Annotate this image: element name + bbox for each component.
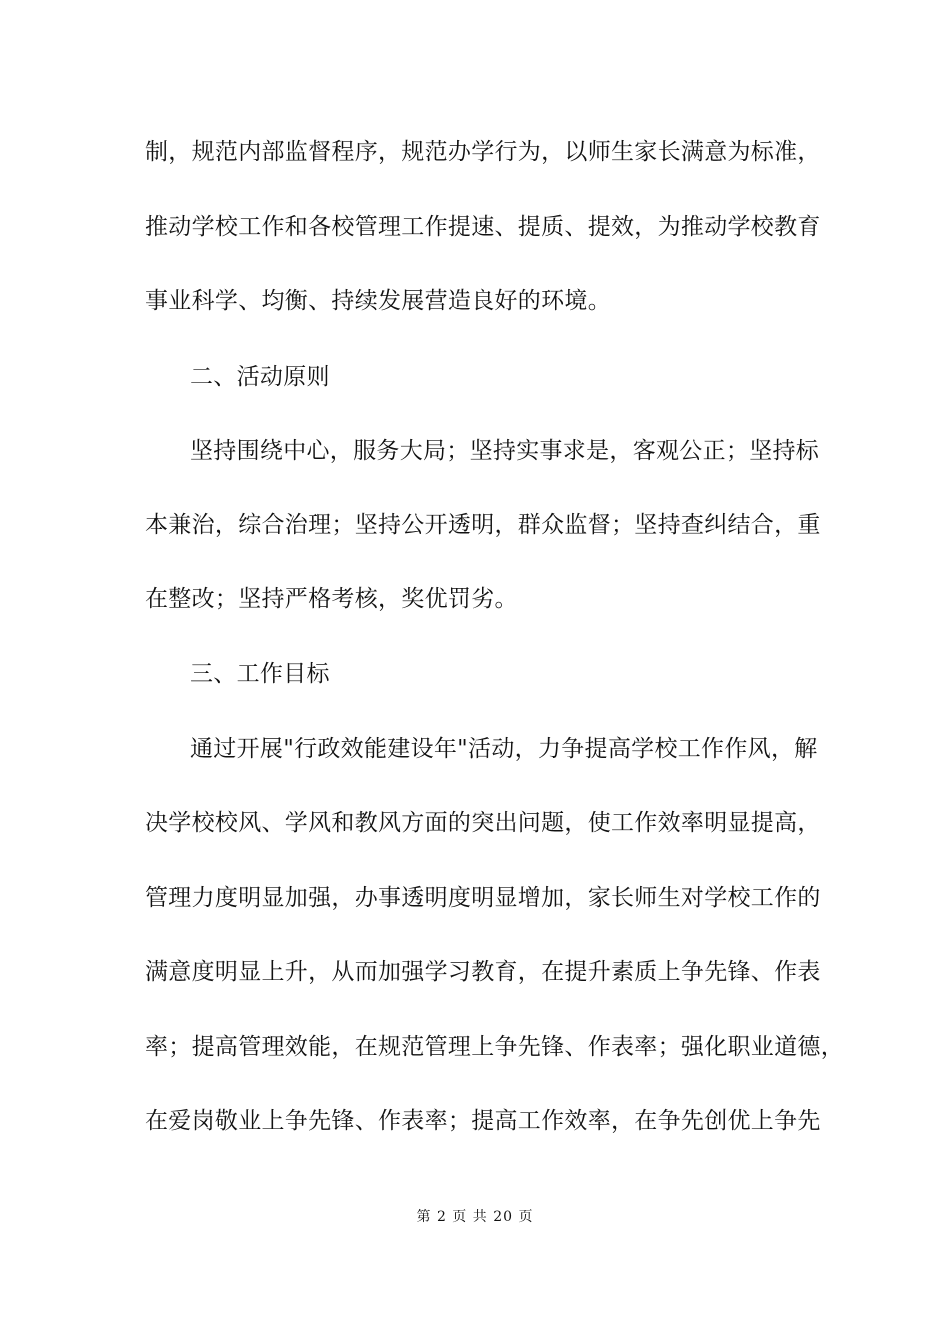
paragraph-line: 决学校校风、学风和教风方面的突出问题，使工作效率明显提高， bbox=[145, 810, 821, 836]
page-number-footer: 第 2 页 共 20 页 bbox=[416, 1209, 534, 1225]
paragraph-line: 在整改；坚持严格考核，奖优罚劣。 bbox=[145, 586, 518, 612]
paragraph-line: 坚持围绕中心，服务大局；坚持实事求是，客观公正；坚持标 bbox=[190, 438, 820, 464]
paragraph-line: 本兼治，综合治理；坚持公开透明，群众监督；坚持查纠结合，重 bbox=[145, 512, 821, 538]
paragraph-line: 推动学校工作和各校管理工作提速、提质、提效，为推动学校教育 bbox=[145, 214, 821, 240]
paragraph-line: 制，规范内部监督程序，规范办学行为，以师生家长满意为标准， bbox=[145, 139, 821, 165]
section-heading: 三、工作目标 bbox=[190, 661, 330, 687]
paragraph-line: 在爱岗敬业上争先锋、作表率；提高工作效率，在争先创优上争先 bbox=[145, 1108, 821, 1134]
paragraph-line: 率；提高管理效能，在规范管理上争先锋、作表率；强化职业道德， bbox=[145, 1034, 844, 1060]
section-heading: 二、活动原则 bbox=[190, 364, 330, 390]
paragraph-line: 事业科学、均衡、持续发展营造良好的环境。 bbox=[145, 288, 611, 314]
paragraph-line: 满意度明显上升，从而加强学习教育，在提升素质上争先锋、作表 bbox=[145, 959, 821, 985]
paragraph-line: 通过开展"行政效能建设年"活动，力争提高学校工作作风，解 bbox=[190, 736, 818, 762]
paragraph-line: 管理力度明显加强，办事透明度明显增加，家长师生对学校工作的 bbox=[145, 885, 821, 911]
